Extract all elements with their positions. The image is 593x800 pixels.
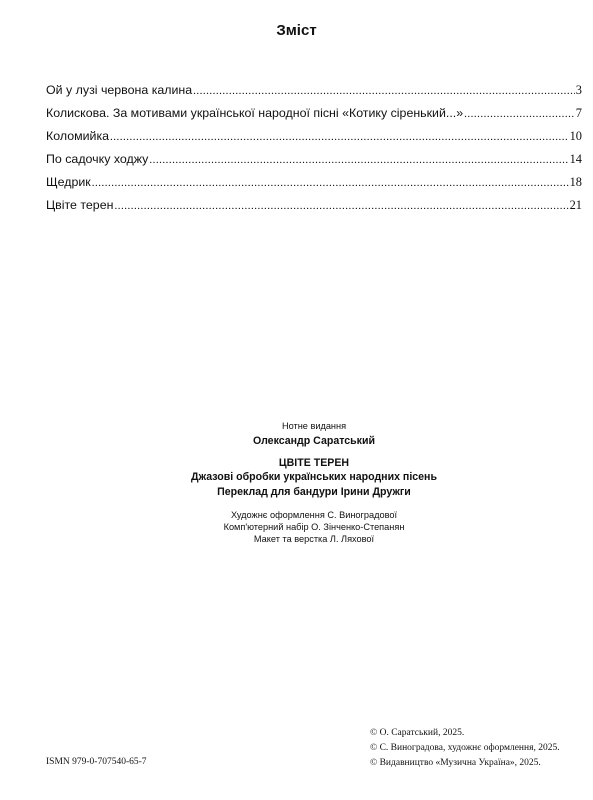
- toc-leader-dots: [149, 154, 568, 166]
- copyright-line: © С. Виноградова, художнє оформлення, 2025.: [370, 743, 560, 753]
- toc-entry[interactable]: [46, 129, 582, 152]
- toc-entry-title: Колискова. За мотивами української народної пісні «Котику сіренький...»: [46, 106, 464, 120]
- toc-leader-dots: [110, 131, 569, 143]
- toc-entry-title: Цвіте терен: [46, 198, 114, 212]
- copyright-block: [370, 726, 560, 771]
- toc-leader-dots: [114, 200, 568, 212]
- book-subtitle: Джазові обробки українських народних пісень: [191, 471, 437, 483]
- toc-entry[interactable]: [46, 198, 582, 221]
- toc-entry[interactable]: [46, 83, 582, 106]
- credit-line: Макет та верстка Л. Ляхової: [253, 534, 375, 544]
- toc-entry-title: По садочку ходжу: [46, 152, 149, 166]
- toc-entry-page: 14: [569, 152, 582, 166]
- toc-entry-page: 10: [569, 129, 582, 143]
- toc-leader-dots: [464, 108, 575, 120]
- copyright-line: © Видавництво «Музична Україна», 2025.: [370, 758, 541, 768]
- toc-entry-title: Коломийка: [46, 129, 110, 143]
- toc-entry-title: Щедрик: [46, 175, 91, 189]
- credit-line: Комп'ютерний набір О. Зінченко-Степанян: [223, 522, 405, 532]
- toc-entry-page: 18: [569, 175, 582, 189]
- toc-leader-dots: [92, 177, 569, 189]
- credit-line: Художнє оформлення С. Виноградової: [230, 510, 398, 520]
- author-name: Олександр Саратський: [252, 435, 375, 447]
- book-title: ЦВІТЕ ТЕРЕН: [278, 457, 350, 469]
- toc-entry[interactable]: [46, 152, 582, 175]
- toc-entry-title: Ой у лузі червона калина: [46, 83, 193, 97]
- toc-entry-page: 7: [575, 106, 582, 120]
- ismn-number: ISMN 979-0-707540-65-7: [46, 757, 147, 767]
- copyright-line: © О. Саратський, 2025.: [370, 728, 465, 738]
- toc-entry[interactable]: [46, 106, 582, 129]
- toc-entry-page: 3: [575, 83, 582, 97]
- publication-kind: Нотне видання: [281, 421, 347, 431]
- credits: [0, 509, 593, 545]
- toc-entry[interactable]: [46, 175, 582, 198]
- toc-entry-page: 21: [569, 198, 582, 212]
- imprint-block: [0, 419, 593, 545]
- table-of-contents: [46, 83, 582, 221]
- toc-title: Зміст: [276, 22, 317, 39]
- arrangement-note: Переклад для бандури Ірини Дружги: [217, 486, 411, 498]
- toc-leader-dots: [193, 85, 575, 97]
